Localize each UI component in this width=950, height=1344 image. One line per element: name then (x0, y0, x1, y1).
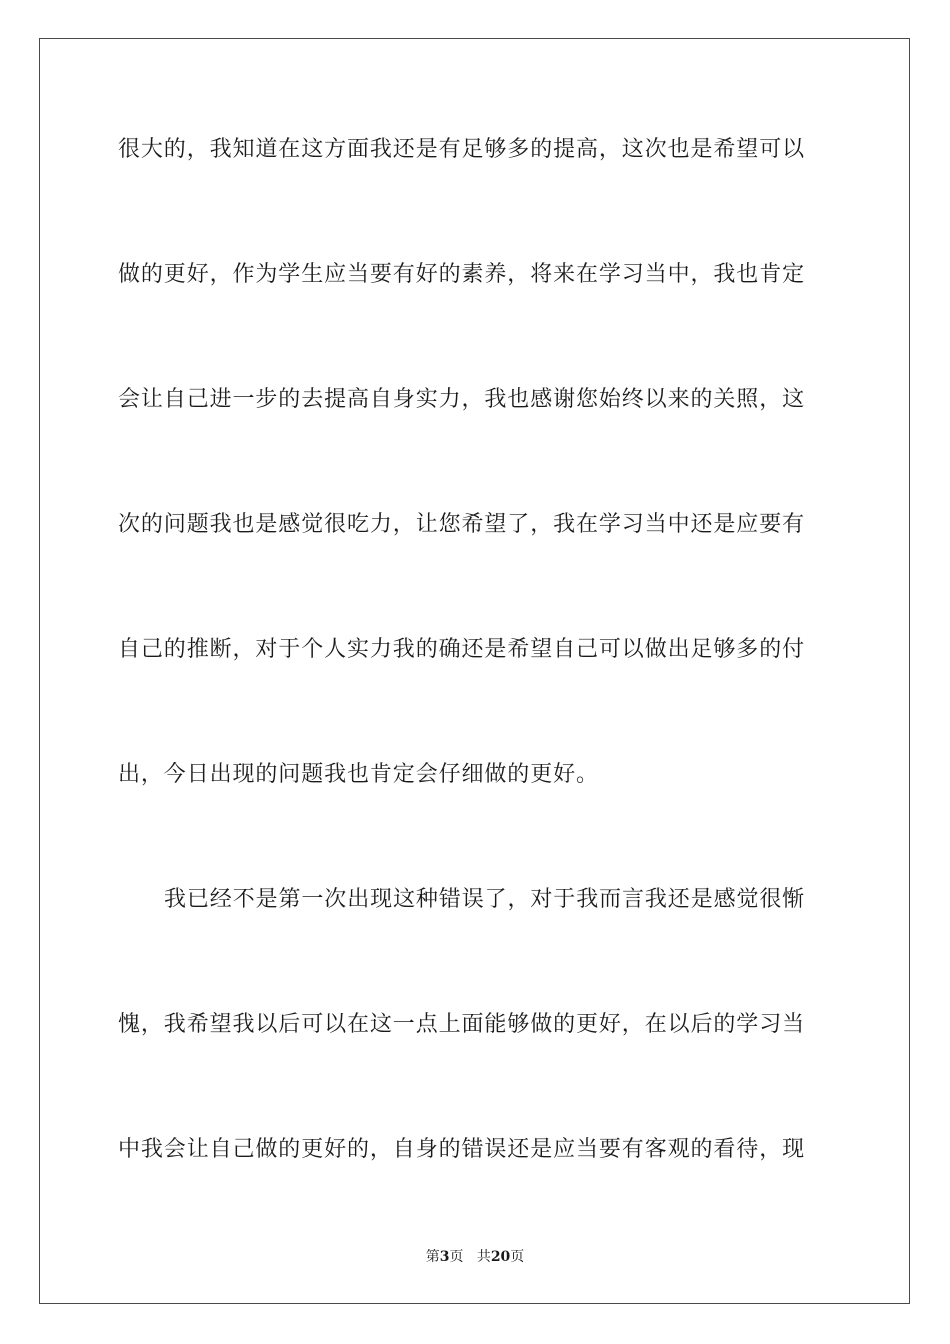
page-footer (0, 1248, 950, 1266)
text-line-3: 会让自己进一步的去提高自身实力，我也感谢您始终以来的关照，这 (118, 387, 806, 412)
paragraph-start-line: 我已经不是第一次出现这种错误了，对于我而言我还是感觉很惭 (164, 887, 806, 912)
document-body (118, 130, 838, 1255)
total-prefix: 共 (476, 1249, 491, 1265)
total-pages: 20 (490, 1249, 511, 1265)
text-line-8: 愧，我希望我以后可以在这一点上面能够做的更好，在以后的学习当 (118, 1012, 806, 1037)
text-line-2: 做的更好，作为学生应当要有好的素养，将来在学习当中，我也肯定 (118, 262, 806, 287)
total-suffix: 页 (510, 1249, 525, 1265)
text-line-6: 出，今日出现的问题我也肯定会仔细做的更好。 (118, 762, 599, 787)
page-suffix: 页 (449, 1249, 464, 1265)
page-number: 3 (439, 1249, 450, 1265)
text-line-1: 很大的，我知道在这方面我还是有足够多的提高，这次也是希望可以 (118, 137, 806, 162)
text-line-9: 中我会让自己做的更好的，自身的错误还是应当要有客观的看待，现 (118, 1137, 806, 1162)
text-line-4: 次的问题我也是感觉很吃力，让您希望了，我在学习当中还是应要有 (118, 512, 806, 537)
page-prefix: 第 (425, 1249, 440, 1265)
text-line-5: 自己的推断，对于个人实力我的确还是希望自己可以做出足够多的付 (118, 637, 806, 662)
